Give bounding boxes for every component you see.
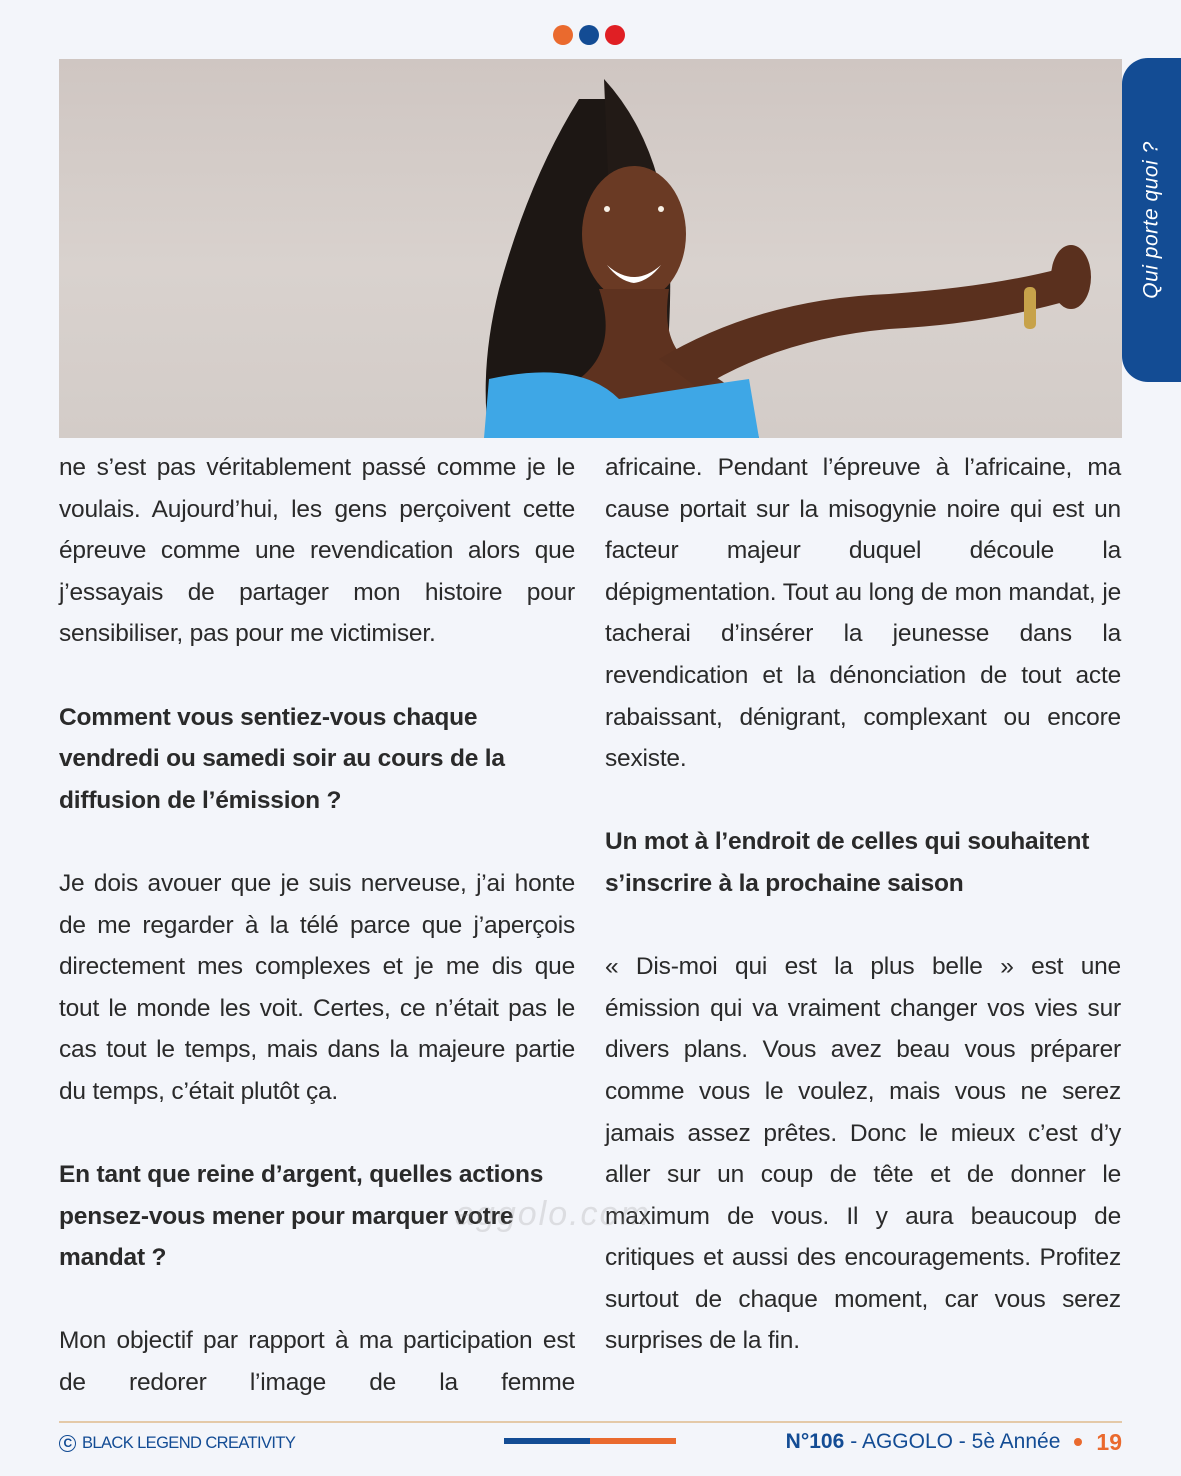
issue-number: N°106 [785,1430,845,1453]
red-dot [605,25,625,45]
footer-color-bar [504,1438,676,1444]
interview-question: En tant que reine d’argent, quelles actions pensez-vous mener pour marquer votre mandat ? [59,1161,544,1272]
blue-dot [579,25,599,45]
article-column-left [59,447,575,1445]
watermark: aggolo.com [455,1195,651,1233]
paragraph: Mon objectif par rapport à ma participation est de redorer l’image de la femme [59,1327,575,1397]
footer-brand [59,1432,295,1454]
portrait-photo [59,59,1122,438]
article-column-right [605,447,1121,1404]
paragraph: ne s’est pas véritablement passé comme je le voulais. Aujourd’hui, les gens perçoivent cette épreuve comme une revendication alors que j’essayais de partager mon histoire pour sensibiliser, pas pour me victimiser. [59,454,575,648]
copyright-icon: C [59,1435,76,1452]
page-number: 19 [1096,1428,1122,1455]
paragraph: Je dois avouer que je suis nerveuse, j’ai honte de me regarder à la télé parce que j’aperçois directement mes complexes et je me dis que tout le monde les voit. Certes, ce n’était pas le cas tout le temps, mais dans la majeure partie du temps, c’était plutôt ça. [59,869,575,1105]
interview-question: Comment vous sentiez-vous chaque vendredi ou samedi soir au cours de la diffusion de l’émission ? [59,703,505,814]
header-dots [553,25,625,45]
orange-dot [553,25,573,45]
separator-dot [1074,1438,1082,1446]
footer-bar-blue [504,1438,590,1444]
footer-divider [59,1421,1122,1423]
brand-name: BLACK LEGEND CREATIVITY [82,1433,296,1452]
section-tab-label: Qui porte quoi ? [1139,141,1163,299]
section-tab-label-wrap [1122,58,1181,382]
footer-bar-orange [590,1438,676,1444]
paragraph: africaine. Pendant l’épreuve à l’africaine, ma cause portait sur la misogynie noire qui est un facteur majeur duquel découle la dépigmentation. Tout au long de mon mandat, je tacherai d’insérer la jeunesse dans la revendication et la dénonciation de tout acte rabaissant, dénigrant, complexant ou encore sexiste. [605,454,1121,773]
paragraph: « Dis-moi qui est la plus belle » est une émission qui va vraiment changer vos vies sur divers plans. Vous avez beau vous préparer comme vous le voulez, mais vous ne serez jamais assez prêtes. Donc le mieux c’est d’y aller sur un coup de tête et de donner le maximum de vous. Il y aura beaucoup de critiques et aussi des encouragements. Profitez surtout de chaque moment, car vous serez surprises de la fin. [605,953,1121,1355]
footer-issue-info [786,1428,1122,1456]
interview-question: Un mot à l’endroit de celles qui souhaitent s’inscrire à la prochaine saison [605,828,1090,897]
magazine-info: - AGGOLO - 5è Année [850,1430,1061,1453]
portrait-illustration [59,59,1122,438]
